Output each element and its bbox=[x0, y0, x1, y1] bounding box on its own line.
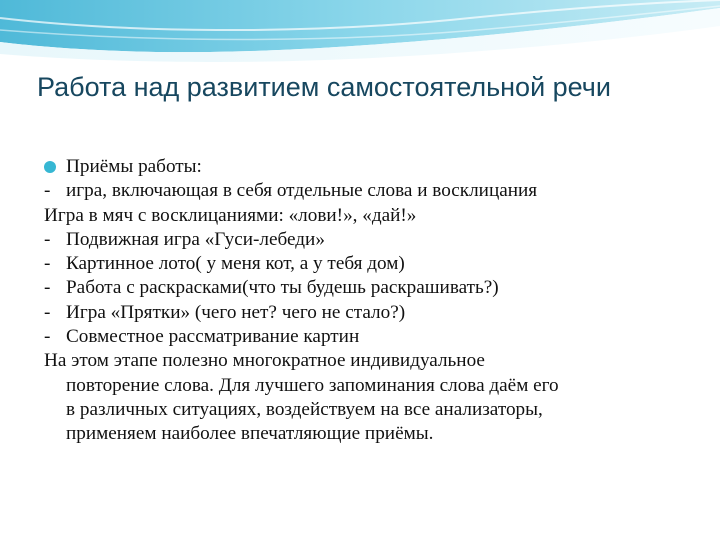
list-item bbox=[44, 276, 694, 300]
list-item bbox=[44, 204, 694, 228]
bullet-dot-icon bbox=[44, 161, 56, 173]
dash-marker: - bbox=[44, 301, 51, 323]
list-item-text: Работа с раскрасками(что ты будешь раскрашивать?) bbox=[66, 277, 499, 299]
list-item-text: Подвижная игра «Гуси-лебеди» bbox=[66, 228, 325, 250]
list-item bbox=[44, 228, 694, 252]
list-item bbox=[44, 301, 694, 325]
bullet-text: Приёмы работы: bbox=[66, 156, 202, 177]
paragraph-line: применяем наиболее впечатляющие приёмы. bbox=[66, 423, 434, 445]
list-item-text: Игра в мяч с восклицаниями: «лови!», «дай!» bbox=[44, 204, 417, 226]
dash-marker: - bbox=[44, 326, 51, 348]
slide-content bbox=[44, 155, 694, 447]
list-item bbox=[44, 179, 694, 203]
dash-marker: - bbox=[44, 277, 51, 299]
summary-paragraph bbox=[44, 349, 694, 446]
bullet-item bbox=[44, 155, 694, 179]
paragraph-line: повторение слова. Для лучшего запоминания слова даём его bbox=[66, 374, 559, 396]
list-item-text: Совместное рассматривание картин bbox=[66, 326, 360, 348]
paragraph-line: На этом этапе полезно многократное индивидуальное bbox=[44, 350, 485, 372]
dash-marker: - bbox=[44, 180, 51, 202]
list-item bbox=[44, 325, 694, 349]
list-item bbox=[44, 252, 694, 276]
paragraph-line: в различных ситуациях, воздействуем на все анализаторы, bbox=[66, 398, 543, 420]
dash-marker: - bbox=[44, 253, 51, 275]
list-item-text: игра, включающая в себя отдельные слова и восклицания bbox=[66, 180, 538, 202]
list-item-text: Игра «Прятки» (чего нет? чего не стало?) bbox=[66, 301, 406, 323]
slide-title: Работа над развитием самостоятельной речи bbox=[37, 72, 611, 102]
dash-marker: - bbox=[44, 228, 51, 250]
list-item-text: Картинное лото( у меня кот, а у тебя дом) bbox=[66, 253, 405, 275]
